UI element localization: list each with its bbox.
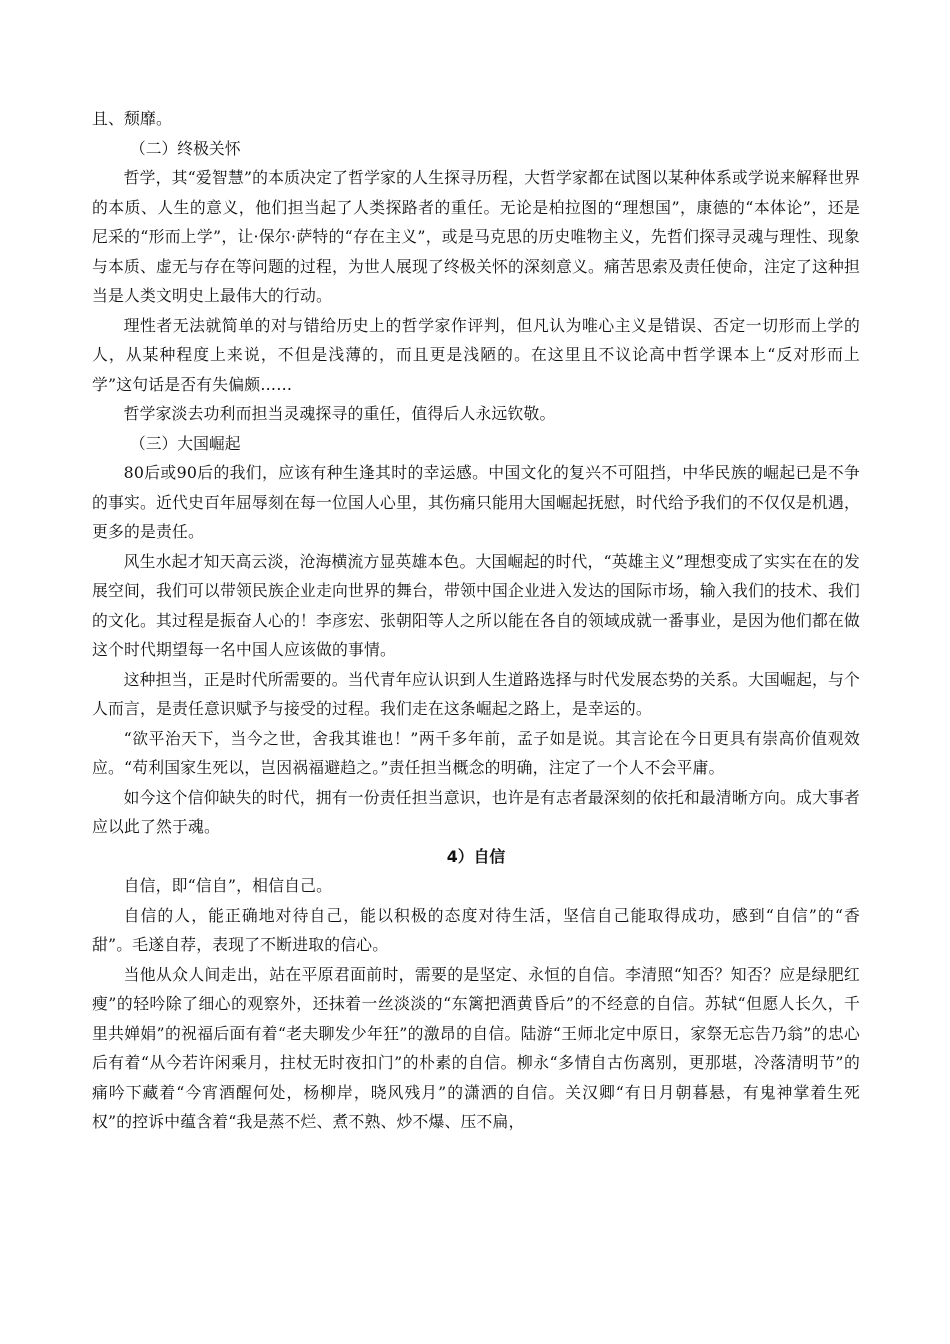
paragraph-confident-person: 自信的人，能正确地对待自己，能以积极的态度对待生活，坚信自己能取得成功，感到“自信”的“香甜”。毛遂自荐，表现了不断进取的信心。 (92, 905, 860, 954)
paragraph-poets-confidence: 当他从众人间走出，站在平原君面前时，需要的是坚定、永恒的自信。李清照“知否？知否？应是绿肥红瘦”的轻吟除了细心的观察外，还抹着一丝淡淡的“东篱把酒黄昏后”的不经意的自信。苏轼“但愿人长久，千里共婵娟”的祝福后面有着“老夫聊发少年狂”的激昂的自信。陆游“王师北定中原日，家祭无忘告乃翁”的忠心后有着“从今若许闲乘月，拄杖无时夜扣门”的朴素的自信。柳永“多情自古伤离别，更那堪，冷落清明节”的痛吟下藏着“今宵酒醒何处，杨柳岸，晓风残月”的潇洒的自信。关汉卿“有日月朝暮悬，有鬼神掌着生死权”的控诉中蕴含着“我是蒸不烂、煮不熟、炒不爆、压不扁， (92, 964, 860, 1131)
paragraph-responsibility: 这种担当，正是时代所需要的。当代青年应认识到人生道路选择与时代发展态势的关系。大国崛起，与个人而言，是责任意识赋予与接受的过程。我们走在这条崛起之路上，是幸运的。 (92, 669, 860, 718)
paragraph-continuation: 且、颓靡。 (92, 109, 172, 128)
section-heading-self-confidence: 4）自信 (446, 846, 506, 866)
paragraph-philosophy: 哲学，其“爱智慧”的本质决定了哲学家的人生探寻历程，大哲学家都在试图以某种体系或学说来解释世界的本质、人生的意义，他们担当起了人类探路者的重任。无论是柏拉图的“理想国”，康德的“本体论”，还是尼采的“形而上学”，让·保尔·萨特的“存在主义”，或是马克思的历史唯物主义，先哲们探寻灵魂与理性、现象与本质、虚无与存在等问题的过程，为世人展现了终极关怀的深刻意义。痛苦思索及责任使命，注定了这种担当是人类文明史上最伟大的行动。 (92, 168, 861, 305)
subsection-heading-ultimate-care: （二）终极关怀 (129, 138, 241, 158)
paragraph-philosophers-respect: 哲学家淡去功利而担当灵魂探寻的重任，值得后人永远钦敬。 (123, 404, 556, 423)
paragraph-generation-fortune: 80后或90后的我们，应该有种生逢其时的幸运感。中国文化的复兴不可阻挡，中华民族的崛起已是不争的事实。近代史百年屈辱刻在每一位国人心里，其伤痛只能用大国崛起抚慰，时代给予我们的不仅仅是机遇，更多的是责任。 (92, 463, 860, 541)
paragraph-mencius-quote: “欲平治天下，当今之世，舍我其谁也！”两千多年前，孟子如是说。其言论在今日更具有崇高价值观效应。“苟利国家生死以，岂因祸福避趋之。”责任担当概念的明确，注定了一个人不会平庸。 (92, 728, 860, 777)
paragraph-confidence-definition: 自信，即“信自”，相信自己。 (123, 876, 333, 895)
paragraph-faith-era: 如今这个信仰缺失的时代，拥有一份责任担当意识，也许是有志者最深刻的依托和最清晰方向。成大事者应以此了然于魂。 (92, 787, 860, 836)
document-body (92, 104, 860, 1137)
paragraph-heroism: 风生水起才知天高云淡，沧海横流方显英雄本色。大国崛起的时代，“英雄主义”理想变成了实实在在的发展空间，我们可以带领民族企业走向世界的舞台，带领中国企业进入发达的国际市场，输入我们的技术、我们的文化。其过程是振奋人心的！李彦宏、张朝阳等人之所以能在各自的领域成就一番事业，是因为他们都在做这个时代期望每一名中国人应该做的事情。 (92, 551, 861, 659)
paragraph-rational-judgment: 理性者无法就简单的对与错给历史上的哲学家作评判，但凡认为唯心主义是错误、否定一切形而上学的人，从某种程度上来说，不但是浅薄的，而且更是浅陋的。在这里且不议论高中哲学课本上“反对形而上学”这句话是否有失偏颇…… (92, 315, 860, 394)
subsection-heading-rise-of-nation: （三）大国崛起 (129, 433, 241, 453)
